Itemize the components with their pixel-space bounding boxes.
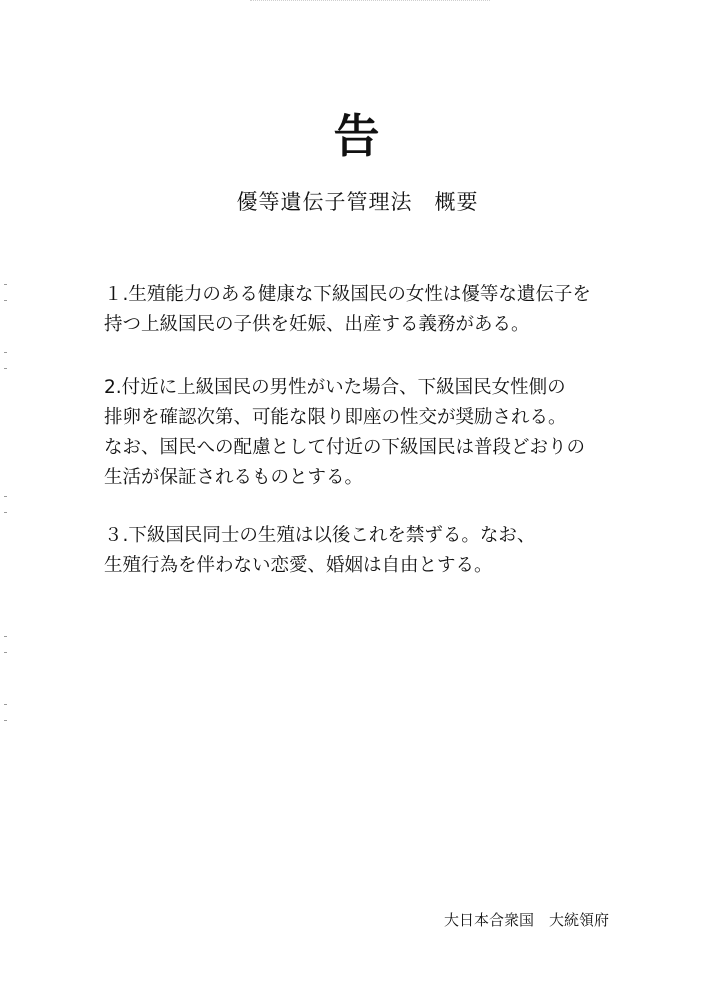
scan-artifact bbox=[250, 0, 490, 5]
clause-line: 2.付近に上級国民の男性がいた場合、下級国民女性側の bbox=[104, 377, 566, 398]
margin-mark bbox=[4, 652, 7, 653]
clause-line: 持つ上級国民の子供を妊娠、出産する義務がある。 bbox=[104, 314, 530, 335]
clause-line: ３.下級国民同士の生殖は以後これを禁ずる。なお、 bbox=[104, 525, 536, 546]
margin-mark bbox=[4, 300, 7, 301]
margin-mark bbox=[4, 704, 7, 705]
clause-line: なお、国民への配慮として付近の下級国民は普段どおりの bbox=[104, 437, 586, 458]
law-subtitle: 優等遺伝子管理法 概要 bbox=[236, 190, 479, 214]
clause-2 bbox=[104, 373, 664, 493]
margin-mark bbox=[4, 284, 7, 285]
issuer-signature: 大日本合衆国 大統領府 bbox=[443, 911, 609, 929]
notice-title: 告 bbox=[333, 109, 382, 163]
margin-mark bbox=[4, 512, 7, 513]
margin-mark bbox=[4, 720, 7, 721]
clause-line: 生殖行為を伴わない恋愛、婚姻は自由とする。 bbox=[104, 555, 493, 576]
clause-line: 生活が保証されるものとする。 bbox=[104, 467, 364, 488]
clause-line: １.生殖能力のある健康な下級国民の女性は優等な遺伝子を bbox=[104, 284, 591, 305]
margin-mark bbox=[4, 368, 7, 369]
margin-mark bbox=[4, 352, 7, 353]
margin-mark bbox=[4, 636, 7, 637]
clause-3 bbox=[104, 521, 664, 581]
clause-1 bbox=[104, 280, 664, 340]
clause-line: 排卵を確認次第、可能な限り即座の性交が奨励される。 bbox=[104, 407, 567, 428]
margin-mark bbox=[4, 496, 7, 497]
